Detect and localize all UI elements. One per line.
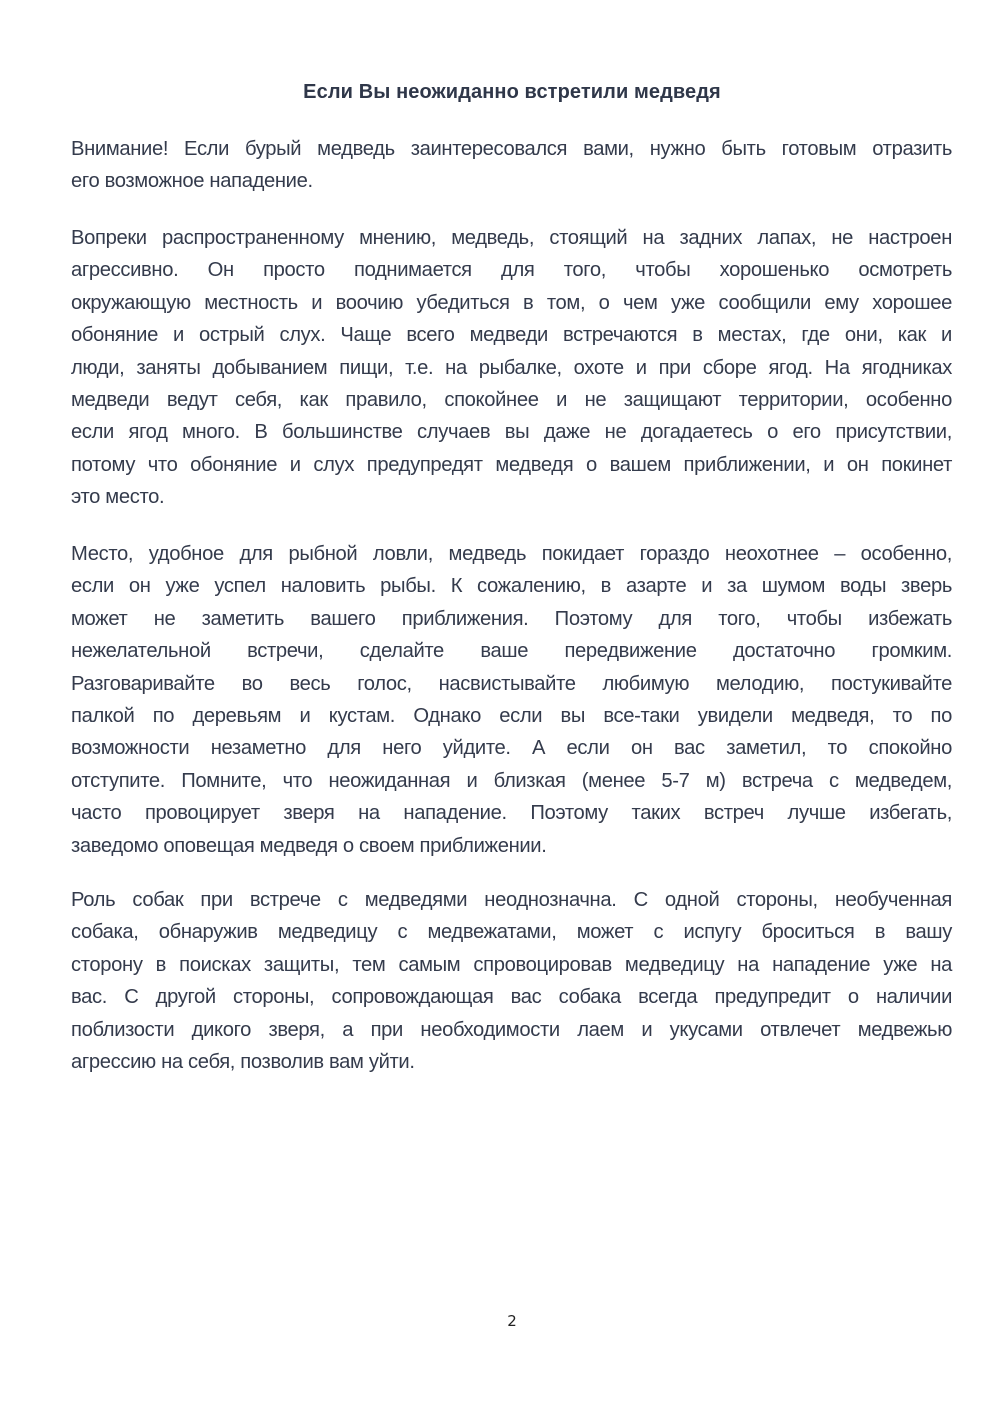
text-line: часто провоцирует зверя на нападение. Поэтому таких встреч лучше избегать, <box>71 802 952 825</box>
paragraph-standing-bear <box>71 222 952 514</box>
text-line: может не заметить вашего приближения. Поэтому для того, чтобы избежать <box>71 607 952 630</box>
text-line: собака, обнаружив медведицу с медвежатами, может с испугу броситься в вашу <box>71 921 952 944</box>
text-line: заведомо оповещая медведя о своем приближении. <box>71 834 547 857</box>
text-line: если ягод много. В большинстве случаев вы даже не догадаетесь о его присутствии, <box>71 421 952 444</box>
paragraph-dogs <box>71 884 952 1078</box>
text-line: медведи ведут себя, как правило, спокойнее и не защищают территории, особенно <box>71 388 952 411</box>
paragraph-fishing-place <box>71 538 952 862</box>
text-line: это место. <box>71 486 165 509</box>
text-line: люди, заняты добыванием пищи, т.е. на рыбалке, охоте и при сборе ягод. На ягодниках <box>71 356 952 379</box>
text-line: вас. С другой стороны, сопровождающая вас собака всегда предупредит о наличии <box>71 986 952 1009</box>
text-line: окружающую местность и воочию убедиться в том, о чем уже сообщили ему хорошее <box>71 291 952 314</box>
text-line: агрессивно. Он просто поднимается для того, чтобы хорошенько осмотреть <box>71 259 952 282</box>
text-line: его возможное нападение. <box>71 170 313 193</box>
paragraph-warning <box>71 133 952 198</box>
text-line: Место, удобное для рыбной ловли, медведь покидает гораздо неохотнее – особенно, <box>71 543 952 565</box>
text-line: Разговаривайте во весь голос, насвистывайте любимую мелодию, постукивайте <box>71 672 952 695</box>
text-line: сторону в поисках защиты, тем самым спровоцировав медведицу на нападение уже на <box>71 953 952 976</box>
text-line: обоняние и острый слух. Чаще всего медведи встречаются в местах, где они, как и <box>71 324 952 347</box>
text-line: нежелательной встречи, сделайте ваше передвижение достаточно громким. <box>71 640 952 663</box>
text-line: Вопреки распространенному мнению, медведь, стоящий на задних лапах, не настроен <box>71 227 952 249</box>
document-title: Если Вы неожиданно встретили медведя <box>303 81 721 103</box>
text-line: поблизости дикого зверя, а при необходимости лаем и укусами отвлечет медвежью <box>71 1018 952 1041</box>
text-line: если он уже успел наловить рыбы. К сожалению, в азарте и за шумом воды зверь <box>71 575 952 598</box>
text-line: отступите. Помните, что неожиданная и близкая (менее 5-7 м) встреча с медведем, <box>71 769 952 792</box>
page-number: 2 <box>507 1312 517 1330</box>
text-line: возможности незаметно для него уйдите. А если он вас заметил, то спокойно <box>71 737 952 760</box>
text-line: палкой по деревьям и кустам. Однако если вы все-таки увидели медведя, то по <box>71 704 952 727</box>
text-line: потому что обоняние и слух предупредят медведя о вашем приближении, и он покинет <box>71 453 952 476</box>
text-line: Роль собак при встрече с медведями неоднозначна. С одной стороны, необученная <box>71 889 952 911</box>
text-line: агрессию на себя, позволив вам уйти. <box>71 1050 415 1073</box>
text-line: Внимание! Если бурый медведь заинтересовался вами, нужно быть готовым отразить <box>71 138 952 160</box>
